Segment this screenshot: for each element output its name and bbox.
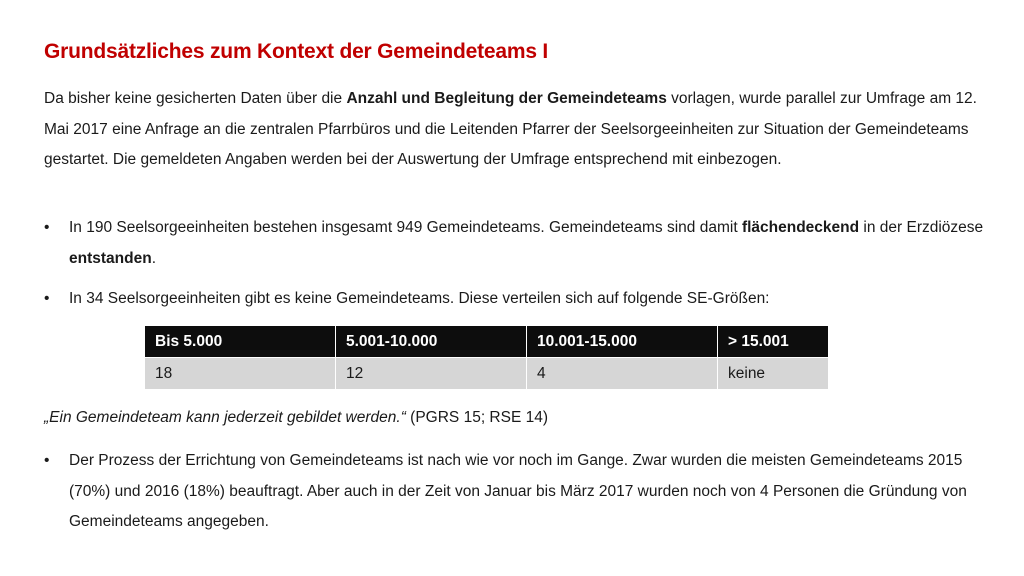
quote [44,403,548,434]
table-row [145,358,829,390]
table-cell: keine [718,358,829,390]
bullet1-bold-1: flächendeckend [741,219,860,236]
page-title: Grundsätzliches zum Kontext der Gemeindeteams I [44,40,549,63]
bullet1-text-1: In 190 Seelsorgeeinheiten bestehen insgesamt 949 Gemeindeteams. Gemeindeteams sind damit [69,219,742,236]
bullet-icon: • [44,219,50,236]
bullet-icon: • [44,290,50,307]
bullet1-text-3: . [151,249,156,267]
table-header-cell: Bis 5.000 [145,326,336,358]
table-header-cell: 10.001-15.000 [527,326,718,358]
bullet-icon: • [44,452,50,469]
quote-source: (PGRS 15; RSE 14) [405,409,549,426]
quote-text: „Ein Gemeindeteam kann jederzeit gebildet werden.“ [44,409,406,426]
bullet-item-process [44,446,994,538]
bullet1-bold-2: entstanden [69,249,152,267]
bullet-item-teams-count [44,213,994,274]
intro-text-1: Da bisher keine gesicherten Daten über die [44,90,347,107]
table-header-row [145,326,829,358]
table-header-cell: > 15.001 [718,326,829,358]
intro-bold-text: Anzahl und Begleitung der Gemeindeteams [346,90,667,107]
table-header-cell: 5.001-10.000 [336,326,527,358]
table-cell: 4 [527,358,718,390]
bullet-item-no-teams [44,284,994,315]
table-cell: 18 [145,358,336,390]
table-cell: 12 [336,358,527,390]
intro-paragraph [44,84,984,176]
bullet2-text: In 34 Seelsorgeeinheiten gibt es keine Gemeindeteams. Diese verteilen sich auf folgende SE-Größen: [69,290,770,307]
intro-text-2: vorlagen, wurde parallel zur Umfrage am 12. Mai 2017 eine Anfrage an die zentralen Pfarrbüros und die Leitenden Pfarrer der Seelsorgeeinheiten zur Situation der Gemeindeteams gestartet. Die gemeldeten Angaben werden bei der Auswertung der Umfrage entsprechend mit einbezogen. [44,90,977,168]
bullet3-text: Der Prozess der Errichtung von Gemeindeteams ist nach wie vor noch im Gange. Zwar wurden die meisten Gemeindeteams 2015 (70%) und 2016 (18%) beauftragt. Aber auch in der Zeit von Januar bis März 2017 wurden noch von 4 Personen die Gründung von Gemeindeteams angegeben. [69,452,967,530]
bullet1-text-2: in der Erzdiözese [859,219,984,236]
se-size-table [144,325,829,390]
